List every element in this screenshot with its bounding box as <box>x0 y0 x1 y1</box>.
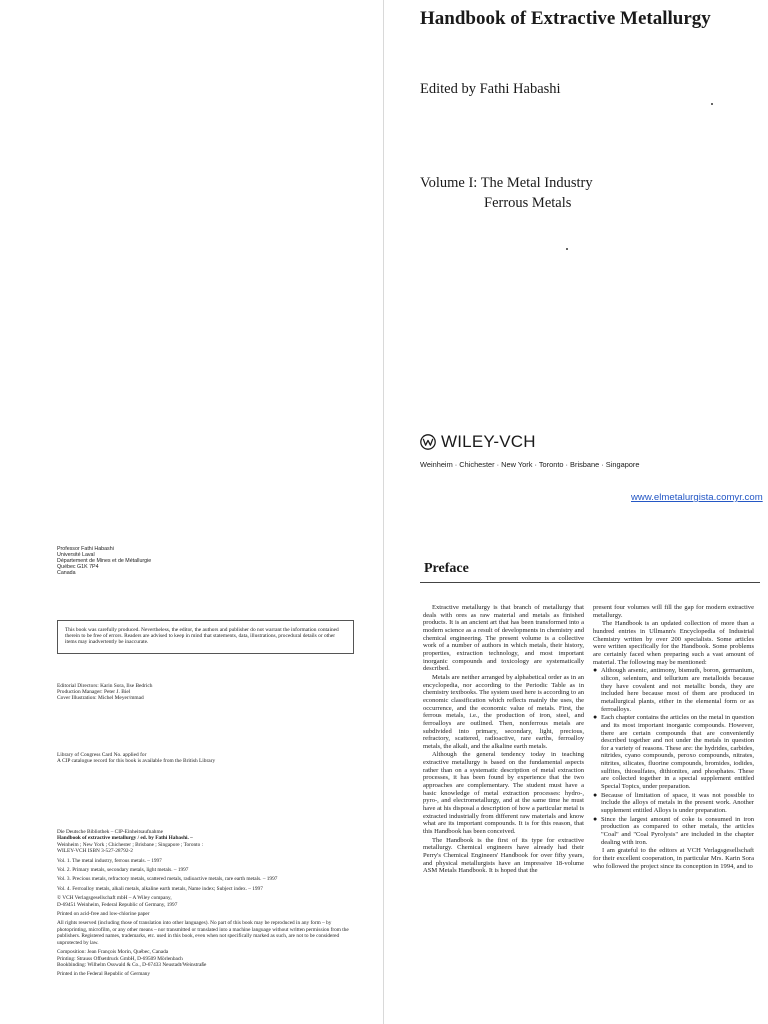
editor-line: Edited by Fathi Habashi <box>420 81 561 97</box>
preface-bullet <box>593 667 754 713</box>
cip-line: A CIP catalogue record for this book is available from the British Library <box>57 758 216 765</box>
disclaimer-notice: This book was carefully produced. Nevertheless, the editor, the authors and publisher do not warrant the information contained therein to be free of errors. Readers are advised to keep in mind that statements, data, illustrations, procedural details or other items may inadvertently be inaccurate. <box>57 620 354 654</box>
publisher-name: WILEY-VCH <box>441 432 536 451</box>
wiley-vch-logo-icon <box>420 434 436 450</box>
staff-line: Cover Illustration: Michel Meyer/mmad <box>57 695 144 702</box>
address-line: Université Laval <box>57 552 95 559</box>
bullet-text: Since the largest amount of coke is consumed in iron production as compared to other metals, the articles "Coal" and "Coal Pyrolysis" are included in the chapter dealing with iron. <box>601 815 754 846</box>
rights-statement: All rights reserved (including those of translation into other languages). No part of this book may be reproduced in any form – by photoprinting, microfilm, or any other means – nor transmitted or translated into a machine language without written permission from the publishers. Registered names, trademarks, etc. used in this book, even when not specifically marked as such, are not to be considered unprotected by law. <box>57 920 349 946</box>
bibliographic-record <box>57 829 357 978</box>
print-speck <box>711 103 713 105</box>
publisher-cities: Weinheim · Chichester · New York · Toronto · Brisbane · Singapore <box>420 460 640 469</box>
volume-entry: Vol. 3. Precious metals, refractory metals, scattered metals, radioactive metals, rare earth metals. – 1997 <box>57 876 278 883</box>
preface-heading: Preface <box>424 561 469 576</box>
preface-paragraph: I am grateful to the editors at VCH Verlagsgesellschaft for their excellent cooperation, in particular Mrs. Karin Sora who followed the project since its conception in 1994, and to <box>593 847 754 870</box>
volume-title: Volume I: The Metal Industry <box>420 175 593 191</box>
volume-entry: Vol. 4. Ferroalloy metals, alkali metals, alkaline earth metals, Name index; Subject index. – 1997 <box>57 885 263 892</box>
staff-line: Production Manager: Peter J. Biel <box>57 689 131 696</box>
production-line: Bookbinding: Wilhelm Osswald & Co., D-67433 Neustadt/Weinstraße <box>57 961 207 968</box>
print-speck <box>566 248 568 250</box>
preface-paragraph: Extractive metallurgy is that branch of metallurgy that deals with ores as raw material and metals as finished products. It is an ancient art that has been transformed into a modern science as a result of developments in chemistry and chemical engineering. The present volume is a collective work of a number of authors in which metals, their history, properties, extraction technology, and most important inorganic compounds and toxicology are systematically described. <box>423 604 584 673</box>
address-line: Canada <box>57 570 76 577</box>
printed-note: Printed in the Federal Republic of Germany <box>57 971 150 978</box>
volume-subtitle: Ferrous Metals <box>484 195 572 211</box>
preface-paragraph: Metals are neither arranged by alphabetical order as in an encyclopedia, nor according to the Periodic Table as in chemistry textbooks. The system used here is according to an economic classification which reflects mainly the uses, the occurrence, and the economic value of metals. First, the ferrous metals, i.e., the production of iron, steel, and ferroalloys are outlined. Then, nonferrous metals are subdivided into primary, secondary, light, precious, refractory, scattered, radioactive, rare earths, ferroalloy metals, the alkali, and the alkaline earth metals. <box>423 673 584 750</box>
preface-paragraph: The Handbook is an updated collection of more than a hundred entries in Ullmann's Encyclopedia of Industrial Chemistry written by over 200 specialists. Some articles were written specifically for the Handbook. Some problems are certainly faced when preparing such a vast amount of material. The following may be mentioned: <box>593 620 754 666</box>
publisher-mark <box>420 432 536 452</box>
preface-bullet <box>593 816 754 847</box>
dnb-line: Handbook of extractive metallurgy / ed. by Fathi Habashi. – <box>57 835 193 842</box>
library-cip <box>57 752 215 764</box>
book-title: Handbook of Extractive Metallurgy <box>420 8 711 29</box>
address-line: Québec G1K 7P4 <box>57 564 99 571</box>
volume-entry: Vol. 2. Primary metals, secondary metals, light metals. – 1997 <box>57 867 189 874</box>
cip-line: Library of Congress Card No. applied for <box>57 752 147 758</box>
bullet-icon: ● <box>593 814 598 823</box>
author-address <box>57 546 151 576</box>
bullet-icon: ● <box>593 790 598 799</box>
preface-bullet <box>593 714 754 791</box>
production-line: Composition: Jean François Morin, Québec, Canada <box>57 949 169 956</box>
preface-paragraph: The Handbook is the first of its type for extractive metallurgy. Chemical engineers have already had their Perry's Chemical Engineers' Handbook for over fifty years, and physical metallurgists have an impressive 18-volume ASM Metals Handbook. It is hoped that the <box>423 836 584 875</box>
address-line: Professor Fathi Habashi <box>57 546 114 552</box>
dnb-line: Weinheim ; New York ; Chichester ; Brisbane ; Singapore ; Toronto : <box>57 841 204 848</box>
website-link[interactable]: www.elmetalurgista.comyr.com <box>631 492 763 503</box>
bullet-icon: ● <box>593 666 598 675</box>
editorial-staff <box>57 683 153 702</box>
staff-line: Editorial Directors: Karin Sora, Ilse Bedrich <box>57 683 153 689</box>
production-line: Printing: Strauss Offsetdruck GmbH, D-69509 Mörlenbach <box>57 955 183 962</box>
address-line: Département de Mines et de Métallurgie <box>57 558 152 565</box>
copyright-line: © VCH Verlagsgesellschaft mbH – A Wiley company, <box>57 895 172 902</box>
bullet-text: Because of limitation of space, it was not possible to include the alloys of metals in the present work. Another supplement entitled Alloys is under preparation. <box>601 791 754 815</box>
preface-right-column <box>593 604 754 871</box>
paper-note: Printed on acid-free and low-chlorine paper <box>57 911 150 918</box>
preface-left-column <box>423 604 584 876</box>
bullet-icon: ● <box>593 713 598 722</box>
preface-rule <box>420 582 760 583</box>
bullet-text: Although arsenic, antimony, bismuth, boron, germanium, silicon, selenium, and tellurium are metalloids because they have covalent and not metallic bonds, they are included here because most of them are produced in metallurgical plants, either in the elemental form or as ferroalloys. <box>601 667 754 713</box>
bullet-text: Each chapter contains the articles on the metal in question and its most important inorganic compounds. However, there are certain compounds that are conveniently described together and not under the metals in question for a variety of reasons. These are: the hydrides, carbides, nitrides, cyano compounds, peroxo compounds, nitrates, nitrites, silicates, fluorine compounds, bromides, iodides, sulfites, thiosulfates, dithionites, and phosphates. These are collected together in a special supplement entitled Special Topics, under preparation. <box>601 714 754 791</box>
preface-paragraph: present four volumes will fill the gap for modern extractive metallurgy. <box>593 604 754 619</box>
preface-paragraph: Although the general tendency today in teaching extractive metallurgy is based on the fundamental aspects rather than on a systematic description of metal extraction processes, it has been found by experience that the two approaches are complementary. The student must have a basic knowledge of metal extraction processes: hydro-, pyro-, and electrometallurgy, and at the same time he must have at his disposal a description of how a particular metal is extracted industrially from different raw materials and know what are its important compounds. It is for this reason, that this Handbook has been conceived. <box>423 751 584 836</box>
dnb-line: WILEY-VCH ISBN 3-527-28792-2 <box>57 848 133 855</box>
copyright-line: D-69451 Weinheim, Federal Republic of Germany, 1997 <box>57 901 178 908</box>
preface-bullet <box>593 792 754 815</box>
dnb-line: Die Deutsche Bibliothek – CIP-Einheitsaufnahme <box>57 829 163 835</box>
volume-entry: Vol. 1. The metal industry, ferrous metals. – 1997 <box>57 857 162 864</box>
